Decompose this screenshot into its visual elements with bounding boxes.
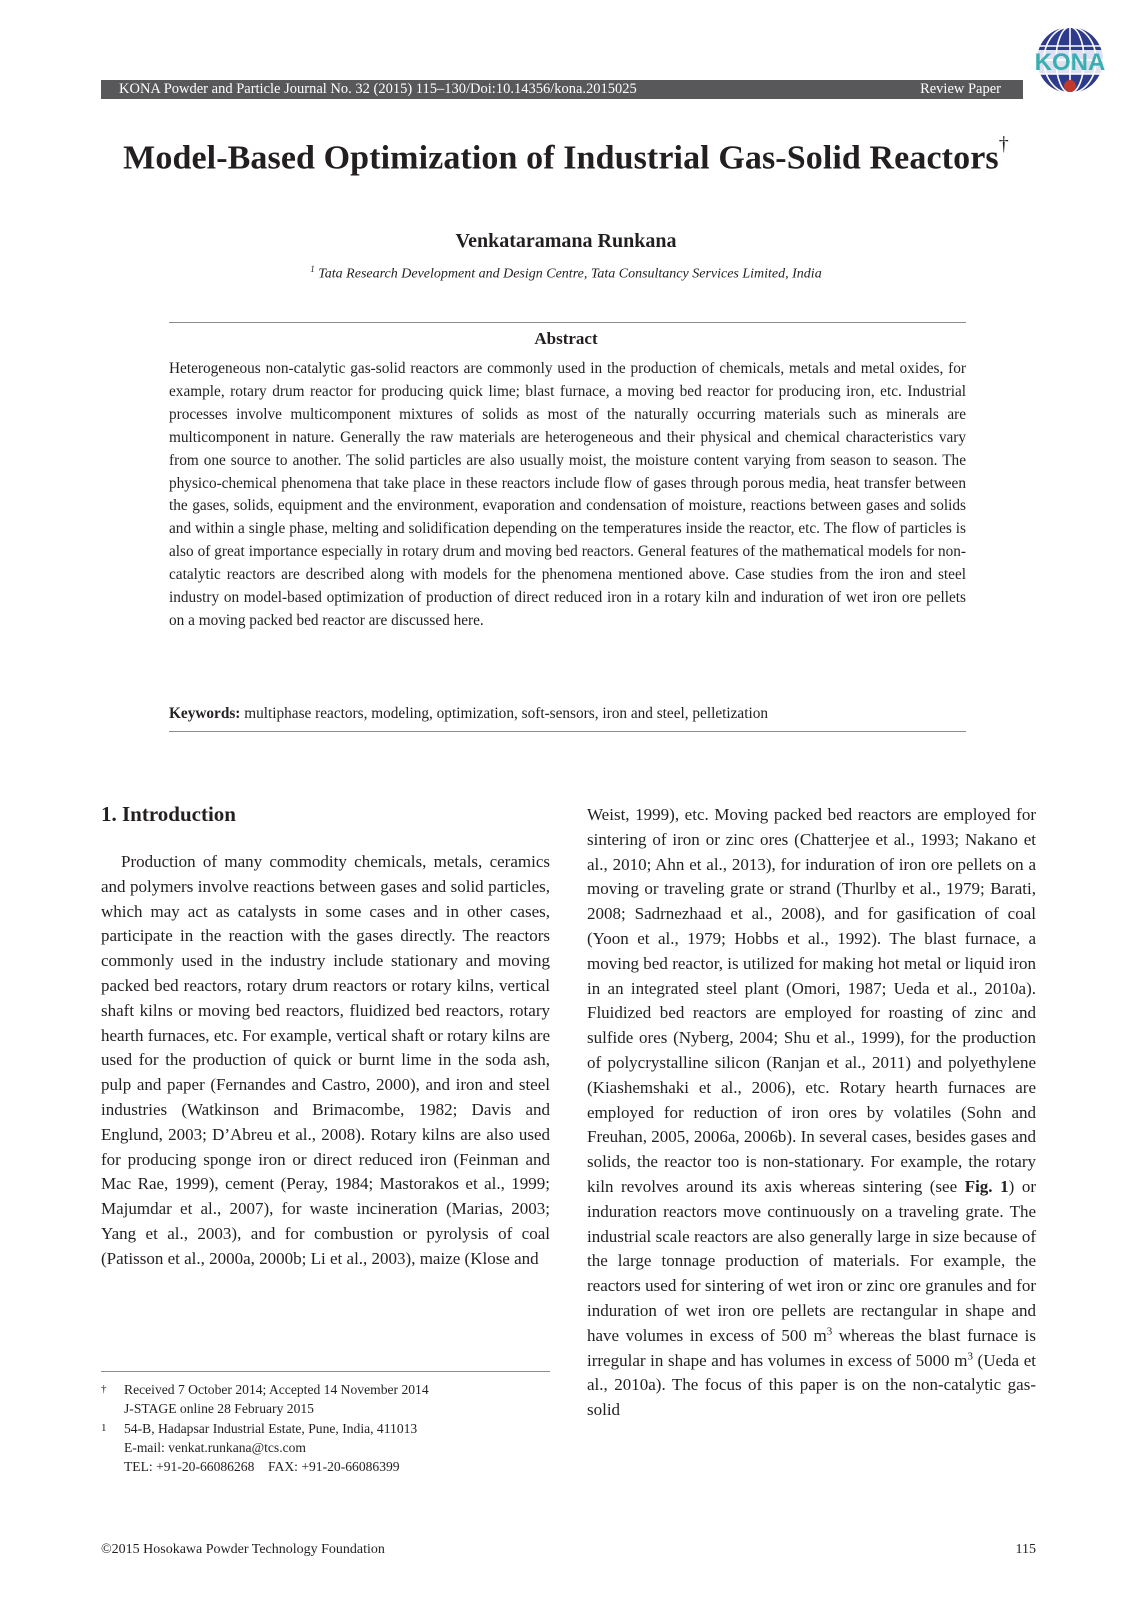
abstract-top-rule [169,322,966,323]
kona-logo-icon [1030,24,1110,100]
page-number: 115 [1015,1542,1036,1557]
keywords-line [169,703,966,725]
footnote-line: 54-B, Hadapsar Industrial Estate, Pune, India, 411013 [124,1420,418,1436]
author-affiliation [0,264,1132,283]
paper-title [0,130,1132,178]
exponent-1: 3 [826,1325,833,1338]
intro-right-column [587,803,1036,1423]
intro-right-text-4: (Ueda et al., 2010a). The focus of this paper is on the non-catalytic gas-solid [587,1350,1036,1420]
footnote-line: TEL: +91-20-66086268 FAX: +91-20-66086399 [124,1459,400,1475]
author-name: Venkataramana Runkana [455,230,677,252]
title-text: Model-Based Optimization of Industrial Gas-Solid Reactors [123,139,999,177]
footnote-line: J-STAGE online 28 February 2015 [124,1401,314,1417]
footnote-mark: 1 [101,1421,107,1434]
abstract-body: Heterogeneous non-catalytic gas-solid reactors are commonly used in the production of chemicals, metals and metal oxides, for example, rotary drum reactor for producing quick lime; blast furnace, a moving bed reactor for producing iron, etc. Industrial processes involve multicomponent mixtures of solids as most of the naturally occurring materials such as minerals are multicomponent in nature. Generally the raw materials are heterogeneous and their physical and chemical characteristics vary from one source to another. The solid particles are also usually moist, the moisture content varying from season to season. The physico-chemical phenomena that take place in these reactors include flow of gases through porous media, heat transfer between the gases, solids, equipment and the environment, evaporation and condensation of moisture, reactions between gases and solids and within a single phase, melting and solidification depending on the temperatures inside the reactor, etc. The flow of particles is also of great importance especially in rotary drum and moving bed reactors. General features of the mathematical models for non-catalytic reactors are described along with models for the phenomena mentioned above. Case studies from the iron and steel industry on model-based optimization of production of direct reduced iron in a rotary kiln and induration of wet iron ore pellets on a moving packed bed reactor are discussed here. [169,360,966,629]
footnote-address [101,1419,550,1477]
journal-citation: KONA Powder and Particle Journal No. 32 (2015) 115–130/Doi:10.14356/kona.2015025 [119,81,637,97]
footnotes [101,1380,550,1476]
footer-copyright: ©2015 Hosokawa Powder Technology Foundation [101,1542,385,1557]
abstract-bottom-rule [169,731,966,732]
intro-right-text-3: whereas the blast furnace is irregular in shape and has volumes in excess of 5000 m [587,1325,1036,1370]
svg-text:KONA: KONA [1034,49,1106,76]
keywords-list: multiphase reactors, modeling, optimization, soft-sensors, iron and steel, pelletization [244,705,769,722]
intro-right-text-1: Weist, 1999), etc. Moving packed bed reactors are employed for sintering of iron or zinc ores (Chatterjee et al., 1993; Nakano et al., 2010; Ahn et al., 2013), for induration of iron ore pellets on a moving or traveling grate or strand (Thurlby et al., 1979; Barati, 2008; Sadrnezhaad et al., 2008), and for gasification of coal (Yoon et al., 1979; Hobbs et al., 1992). The blast furnace, a moving bed reactor, is utilized for making hot metal or liquid iron in an integrated steel plant (Omori, 1987; Ueda et al., 2010a). Fluidized bed reactors are employed for roasting of zinc and sulfide ores (Nyberg, 2004; Shu et al., 1999), for the production of polycrystalline silicon (Ranjan et al., 2011) and polyethylene (Kiashemshaki et al., 2006), etc. Rotary hearth furnaces are employed for reduction of iron ores by volatiles (Sohn and Freuhan, 2005, 2006a, 2006b). In several cases, besides gases and solids, the reactor too is non-stationary. For example, the rotary kiln revolves around its axis whereas sintering (see [587,805,1036,1196]
section-heading-introduction: 1. Introduction [101,802,236,826]
intro-right-text-2: ) or induration reactors move continuously on a traveling grate. The industrial scale reactors are also generally large in size because of the large tonnage production of materials. For example, the reactors used for sintering of wet iron or zinc ore granules and for induration of wet iron ore pellets are rectangular in shape and have volumes in excess of 500 m [587,1176,1037,1345]
journal-header-bar [101,80,1023,99]
footnote-rule [101,1371,550,1372]
intro-left-column: Production of many commodity chemicals, metals, ceramics and polymers involve reactions between gases and solid particles, which may act as catalysts in some cases and in other cases, participate in the reaction with the gases directly. The reactors commonly used in the industry include stationary and moving packed bed reactors, rotary drum reactors or rotary kilns, vertical shaft kilns or moving bed reactors, fluidized bed reactors, rotary hearth furnaces, etc. For example, vertical shaft or rotary kilns are used for the production of quick or burnt lime in the soda ash, pulp and paper (Fernandes and Castro, 2000), and iron and steel industries (Watkinson and Brimacombe, 1982; Davis and Englund, 2003; D’Abreu et al., 2008). Rotary kilns are also used for producing sponge iron or direct reduced iron (Feinman and Mac Rae, 1999), cement (Peray, 1984; Mastorakos et al., 1999; Majumdar et al., 2007), for waste incineration (Marias, 2003; Yang et al., 2003), and for combustion or pyrolysis of coal (Patisson et al., 2000a, 2000b; Li et al., 2003), maize (Klose and [101,852,550,1268]
affiliation-mark: 1 [310,264,315,274]
affiliation-text: Tata Research Development and Design Centre, Tata Consultancy Services Limited, India [318,266,822,282]
exponent-2: 3 [967,1349,973,1362]
footnote-mark: † [101,1383,107,1395]
abstract-heading: Abstract [534,329,598,348]
title-dagger: † [998,133,1009,155]
paper-type-label: Review Paper [920,81,1001,97]
keywords-label: Keywords: [169,705,241,722]
footnote-email[interactable]: E-mail: venkat.runkana@tcs.com [124,1439,307,1455]
footnote-line: Received 7 October 2014; Accepted 14 November 2014 [124,1382,429,1397]
figure-reference-link[interactable]: Fig. 1 [964,1176,1009,1196]
footnote-received [101,1380,550,1419]
